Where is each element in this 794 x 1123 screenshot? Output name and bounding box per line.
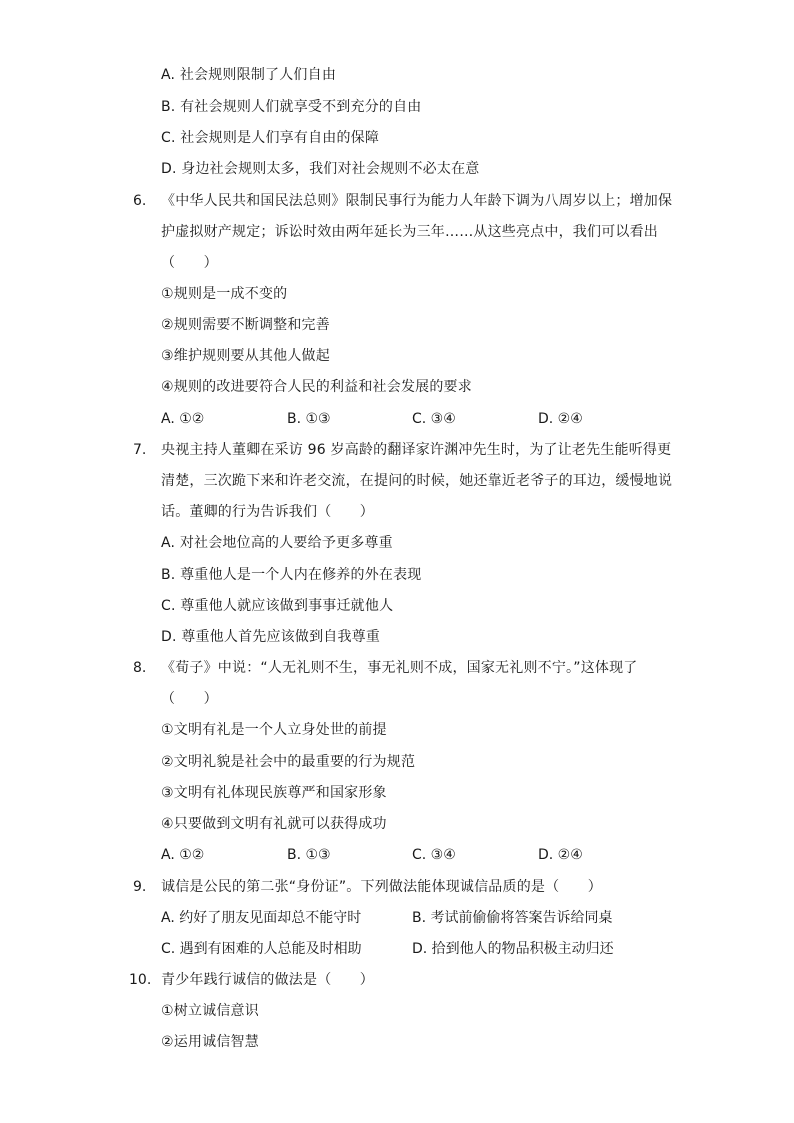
q7-option-d: D. 尊重他人首先应该做到自我尊重 (161, 629, 381, 645)
q6-answer-blank: （ ） (161, 255, 218, 271)
q10-statement-1: ①树立诚信意识 (161, 1003, 259, 1019)
q7-number: 7. (133, 442, 147, 458)
q6-choice-a: A. ①② (161, 411, 205, 427)
q8-choice-d: D. ②④ (538, 847, 583, 863)
q9-option-c: C. 遇到有困难的人总能及时相助 (161, 941, 362, 957)
q6-number: 6. (133, 193, 147, 209)
q8-number: 8. (133, 660, 147, 676)
q8-choice-a: A. ①② (161, 847, 205, 863)
q5-option-d: D. 身边社会规则太多，我们对社会规则不必太在意 (161, 161, 480, 177)
q7-option-c: C. 尊重他人就应该做到事事迁就他人 (161, 598, 394, 614)
q8-choice-c: C. ③④ (412, 847, 456, 863)
q7-option-b: B. 尊重他人是一个人内在修养的外在表现 (161, 567, 422, 583)
q6-stem-line-1: 《中华人民共和国民法总则》限制民事行为能力人年龄下调为八周岁以上；增加保 (161, 193, 673, 209)
q10-stem-line-1: 青少年践行诚信的做法是（ ） (161, 972, 374, 988)
q7-stem-line-2: 清楚，三次跪下来和许老交流，在提问的时候，她还靠近老爷子的耳边，缓慢地说 (161, 473, 673, 489)
q5-option-b: B. 有社会规则人们就享受不到充分的自由 (161, 99, 422, 115)
q10-statement-2: ②运用诚信智慧 (161, 1034, 259, 1050)
q8-statement-2: ②文明礼貌是社会中的最重要的行为规范 (161, 754, 416, 770)
q6-choice-b: B. ①③ (287, 411, 331, 427)
q8-stem-line-1: 《荀子》中说：“人无礼则不生，事无礼则不成，国家无礼则不宁。”这体现了 (161, 660, 638, 676)
q8-answer-blank: （ ） (161, 691, 218, 707)
q7-option-a: A. 对社会地位高的人要给予更多尊重 (161, 535, 393, 551)
q9-option-d: D. 拾到他人的物品积极主动归还 (412, 941, 614, 957)
q8-statement-3: ③文明有礼体现民族尊严和国家形象 (161, 785, 387, 801)
q6-statement-3: ③维护规则要从其他人做起 (161, 348, 330, 364)
q6-statement-1: ①规则是一成不变的 (161, 286, 288, 302)
q7-stem-line-3: 话。董卿的行为告诉我们（ ） (161, 504, 374, 520)
q9-option-b: B. 考试前偷偷将答案告诉给同桌 (412, 910, 613, 926)
q7-stem-line-1: 央视主持人董卿在采访 96 岁高龄的翻译家许渊冲先生时，为了让老先生能听得更 (161, 442, 672, 458)
q6-choice-d: D. ②④ (538, 411, 583, 427)
q6-statement-4: ④规则的改进要符合人民的利益和社会发展的要求 (161, 379, 472, 395)
q6-choice-c: C. ③④ (412, 411, 456, 427)
q9-stem-line-1: 诚信是公民的第二张“身份证”。下列做法能体现诚信品质的是（ ） (161, 879, 602, 895)
q9-number: 9. (133, 879, 147, 895)
q8-choice-b: B. ①③ (287, 847, 331, 863)
q6-stem-line-2: 护虚拟财产规定；诉讼时效由两年延长为三年……从这些亮点中，我们可以看出 (161, 224, 658, 240)
q5-option-c: C. 社会规则是人们享有自由的保障 (161, 130, 380, 146)
q8-statement-4: ④只要做到文明有礼就可以获得成功 (161, 816, 387, 832)
q9-option-a: A. 约好了朋友见面却总不能守时 (161, 910, 362, 926)
q5-option-a: A. 社会规则限制了人们自由 (161, 67, 337, 83)
q8-statement-1: ①文明有礼是一个人立身处世的前提 (161, 722, 387, 738)
q10-number: 10. (129, 972, 152, 988)
q6-statement-2: ②规则需要不断调整和完善 (161, 317, 330, 333)
